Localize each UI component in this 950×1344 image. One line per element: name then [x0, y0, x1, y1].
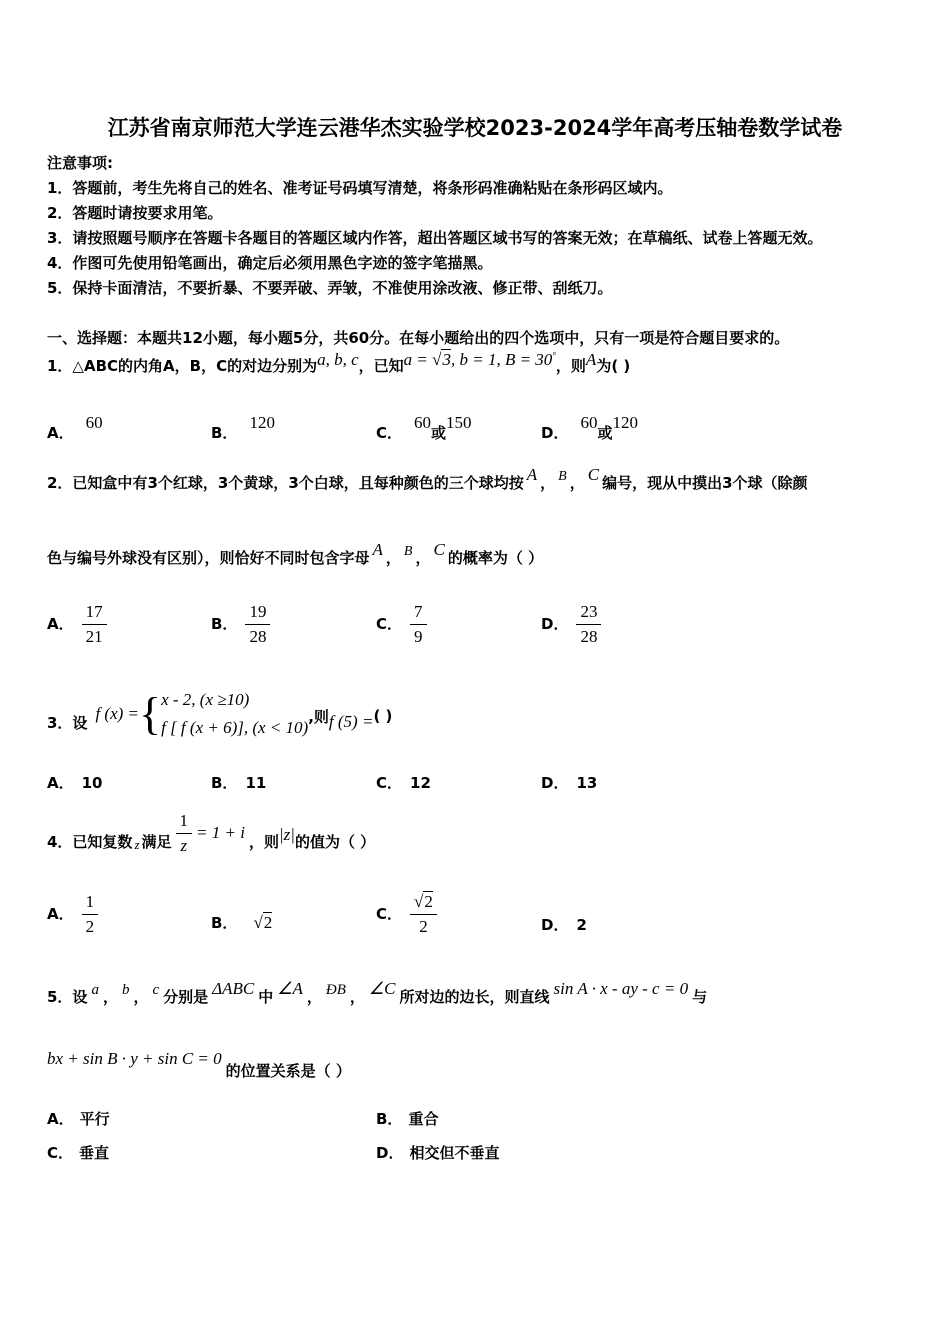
option-label: B．	[376, 1110, 403, 1128]
option-value-2: 150	[446, 413, 472, 432]
q5-angle-a: ∠A	[277, 979, 303, 998]
option-label: B．	[211, 914, 238, 932]
option-value: 2	[576, 916, 587, 934]
notice-item-1: 1．答题前，考生先将自己的姓名、准考证号码填写清楚，将条形码准确粘贴在条形码区域内。	[47, 179, 673, 197]
option-or: 或	[431, 424, 447, 442]
q5-a: a	[91, 982, 99, 998]
q3-option-c[interactable]	[376, 772, 431, 793]
option-label: D．	[541, 916, 569, 934]
q5-b: b	[121, 982, 130, 998]
q4-abs-z: |z|	[278, 825, 295, 844]
question-4	[47, 805, 375, 861]
option-value: 60	[85, 413, 103, 432]
q1-sides: a, b, c	[317, 350, 359, 369]
notice-item-5: 5．保持卡面清洁，不要折暴、不要弄破、弄皱，不准使用涂改液、修正带、刮纸刀。	[47, 279, 613, 297]
q1-text-1: 1．△ABC的内角A，B，C的对边分别为	[47, 357, 318, 375]
option-value: 13	[576, 774, 598, 792]
q4-text-1: 4．已知复数	[47, 832, 133, 851]
q4-fraction: $\frac{1}{z}$	[176, 811, 193, 856]
q1-degree: °	[552, 350, 556, 361]
q5-angle-c: ∠C	[368, 979, 396, 998]
q5-option-b[interactable]	[376, 1108, 438, 1129]
option-value: 60	[580, 413, 598, 432]
page-title: 江苏省南京师范大学连云港华杰实验学校2023-2024学年高考压轴卷数学试卷	[107, 116, 843, 140]
option-label: B．	[211, 774, 238, 792]
option-sqrt: 2	[263, 913, 273, 932]
q3-option-d[interactable]	[541, 772, 597, 793]
option-label: D．	[541, 774, 569, 792]
option-label: C．	[376, 905, 403, 923]
q3-brace: {	[139, 688, 162, 739]
question-1	[47, 350, 631, 376]
q5-comma: ，	[349, 988, 365, 1006]
q2-option-b[interactable]	[211, 602, 270, 647]
option-text: 平行	[79, 1110, 110, 1128]
q1-text-2: ，已知	[358, 357, 404, 375]
q2-letter-b: B	[403, 544, 413, 559]
q1-option-c[interactable]	[376, 412, 472, 442]
notice-item-2: 2．答题时请按要求用笔。	[47, 204, 223, 222]
q2-text-1b: 编号，现从中摸出3个球（除颜	[602, 474, 808, 492]
q1-cond-rest: , b = 1, B = 30	[450, 350, 553, 369]
q3-text-3: ( )	[373, 707, 393, 725]
q2-letter-a: A	[526, 465, 538, 484]
q4-text-3: ，则	[248, 832, 279, 851]
q2-text-2b: 的概率为（ ）	[447, 549, 544, 567]
q3-cases	[161, 686, 308, 742]
option-label: C．	[376, 615, 403, 633]
q1-option-a[interactable]	[47, 412, 103, 442]
q1-cond-a: a =	[403, 350, 433, 369]
q5-text-2: 分别是	[163, 988, 209, 1006]
q1-condition: a = √3, b = 1, B = 30°	[403, 350, 556, 369]
q1-option-d[interactable]	[541, 412, 638, 442]
option-value: 11	[245, 774, 267, 792]
option-fraction: $\frac{1}{2}$	[82, 892, 99, 937]
q5-angle-b: ÐB	[325, 982, 346, 998]
q2-option-c[interactable]	[376, 602, 427, 647]
q3-case-1: x - 2, (x ≥10)	[161, 690, 250, 709]
question-2-line-2	[47, 540, 544, 568]
option-value-2: 120	[612, 413, 638, 432]
notice-item-3: 3．请按照题号顺序在答题卡各题目的答题区域内作答，超出答题区域书写的答案无效；在草稿纸、试卷上答题无效。	[47, 229, 823, 247]
q5-text-1: 5．设	[47, 988, 88, 1006]
section-heading: 一、选择题：本题共12小题，每小题5分，共60分。在每小题给出的四个选项中，只有一项是符合题目要求的。	[47, 329, 790, 347]
q5-c: c	[152, 982, 160, 998]
option-label: C．	[376, 774, 403, 792]
q2-letter-c: C	[433, 540, 445, 559]
option-or: 或	[597, 424, 613, 442]
q5-text-3: 中	[258, 988, 274, 1006]
option-fraction: $\frac{17}{21}$	[82, 602, 107, 647]
q5-comma: ，	[306, 988, 322, 1006]
option-fraction: $\frac{√2}{2}$	[410, 892, 437, 937]
q5-line-2-eq: bx + sin B · y + sin C = 0	[47, 1049, 222, 1068]
q2-comma: ，	[569, 474, 585, 492]
option-value: 12	[410, 774, 431, 792]
q1-option-b[interactable]	[211, 412, 275, 442]
q3-function: f (x) =	[95, 704, 139, 723]
q2-option-a[interactable]	[47, 602, 107, 647]
q2-text-2: 色与编号外球没有区别），则恰好不同时包含字母	[47, 549, 370, 567]
q4-text-2: 满足	[141, 832, 172, 851]
q3-f5: f (5) =	[328, 712, 374, 731]
q2-comma: ，	[415, 549, 431, 567]
option-text: 重合	[408, 1110, 439, 1128]
q5-option-a[interactable]	[47, 1108, 110, 1129]
option-label: C．	[47, 1144, 74, 1162]
q5-text-6: 的位置关系是（ ）	[225, 1062, 351, 1080]
q2-comma: ，	[540, 474, 556, 492]
q5-triangle: ΔABC	[212, 979, 255, 998]
q5-comma: ，	[133, 988, 149, 1006]
q1-angle-a: A	[585, 350, 597, 369]
option-value: 120	[249, 413, 275, 432]
notice-item-4: 4．作图可先使用铅笔画出，确定后必须用黑色字迹的签字笔描黑。	[47, 254, 493, 272]
q3-text-1: 3．设	[47, 713, 88, 732]
q5-option-d[interactable]	[376, 1142, 499, 1163]
option-text: 垂直	[79, 1144, 110, 1162]
q3-option-b[interactable]	[211, 772, 266, 793]
q4-option-d[interactable]	[541, 914, 587, 935]
q4-z: z	[134, 837, 140, 852]
q4-option-a[interactable]	[47, 892, 98, 937]
option-text: 相交但不垂直	[409, 1144, 500, 1162]
question-3	[47, 686, 392, 742]
q1-text-3: ，则	[555, 357, 586, 375]
option-label: A．	[47, 615, 74, 633]
q5-text-5: 与	[692, 988, 708, 1006]
q5-text-4: 所对边的边长，则直线	[399, 988, 550, 1006]
q4-option-c[interactable]	[376, 892, 437, 937]
q3-text-2: ,则	[308, 707, 329, 726]
notice-heading: 注意事项:	[47, 154, 113, 172]
option-label: A．	[47, 1110, 74, 1128]
option-value: 10	[81, 774, 103, 792]
question-2-line-1	[47, 465, 808, 493]
option-label: A．	[47, 905, 74, 923]
option-label: C．	[376, 424, 403, 442]
option-label: A．	[47, 424, 74, 442]
q2-option-d[interactable]	[541, 602, 601, 647]
q4-text-4: 的值为（ ）	[294, 832, 376, 851]
q2-letter-c: C	[587, 465, 600, 484]
q1-cond-sqrt: 3	[442, 350, 451, 369]
option-fraction: $\frac{19}{28}$	[245, 602, 270, 647]
q2-comma: ，	[385, 549, 401, 567]
q1-text-4: 为( )	[596, 357, 631, 375]
option-label: D．	[541, 615, 569, 633]
option-label: D．	[541, 424, 569, 442]
option-label: A．	[47, 774, 74, 792]
q2-text-1: 2．已知盒中有3个红球，3个黄球，3个白球，且每种颜色的三个球均按	[47, 474, 524, 492]
q2-letter-a: A	[372, 540, 383, 559]
q2-letter-b: B	[558, 469, 567, 484]
option-label: B．	[211, 424, 238, 442]
question-5-line-1	[47, 978, 708, 1006]
q3-option-a[interactable]	[47, 772, 102, 793]
q5-option-c[interactable]	[47, 1142, 109, 1163]
option-value: 60	[414, 413, 432, 432]
question-5-line-2	[47, 1048, 351, 1080]
option-label: D．	[376, 1144, 404, 1162]
q3-case-2: f [ f (x + 6)], (x < 10)	[161, 718, 309, 737]
q4-option-b[interactable]: B． √2	[211, 913, 273, 932]
option-label: B．	[211, 615, 238, 633]
option-fraction: $\frac{7}{9}$	[410, 602, 427, 647]
q5-comma: ，	[102, 988, 118, 1006]
option-fraction: $\frac{23}{28}$	[576, 602, 601, 647]
q4-equation: = 1 + i	[196, 823, 245, 842]
q5-line-1-eq: sin A · x - ay - c = 0	[553, 979, 689, 998]
